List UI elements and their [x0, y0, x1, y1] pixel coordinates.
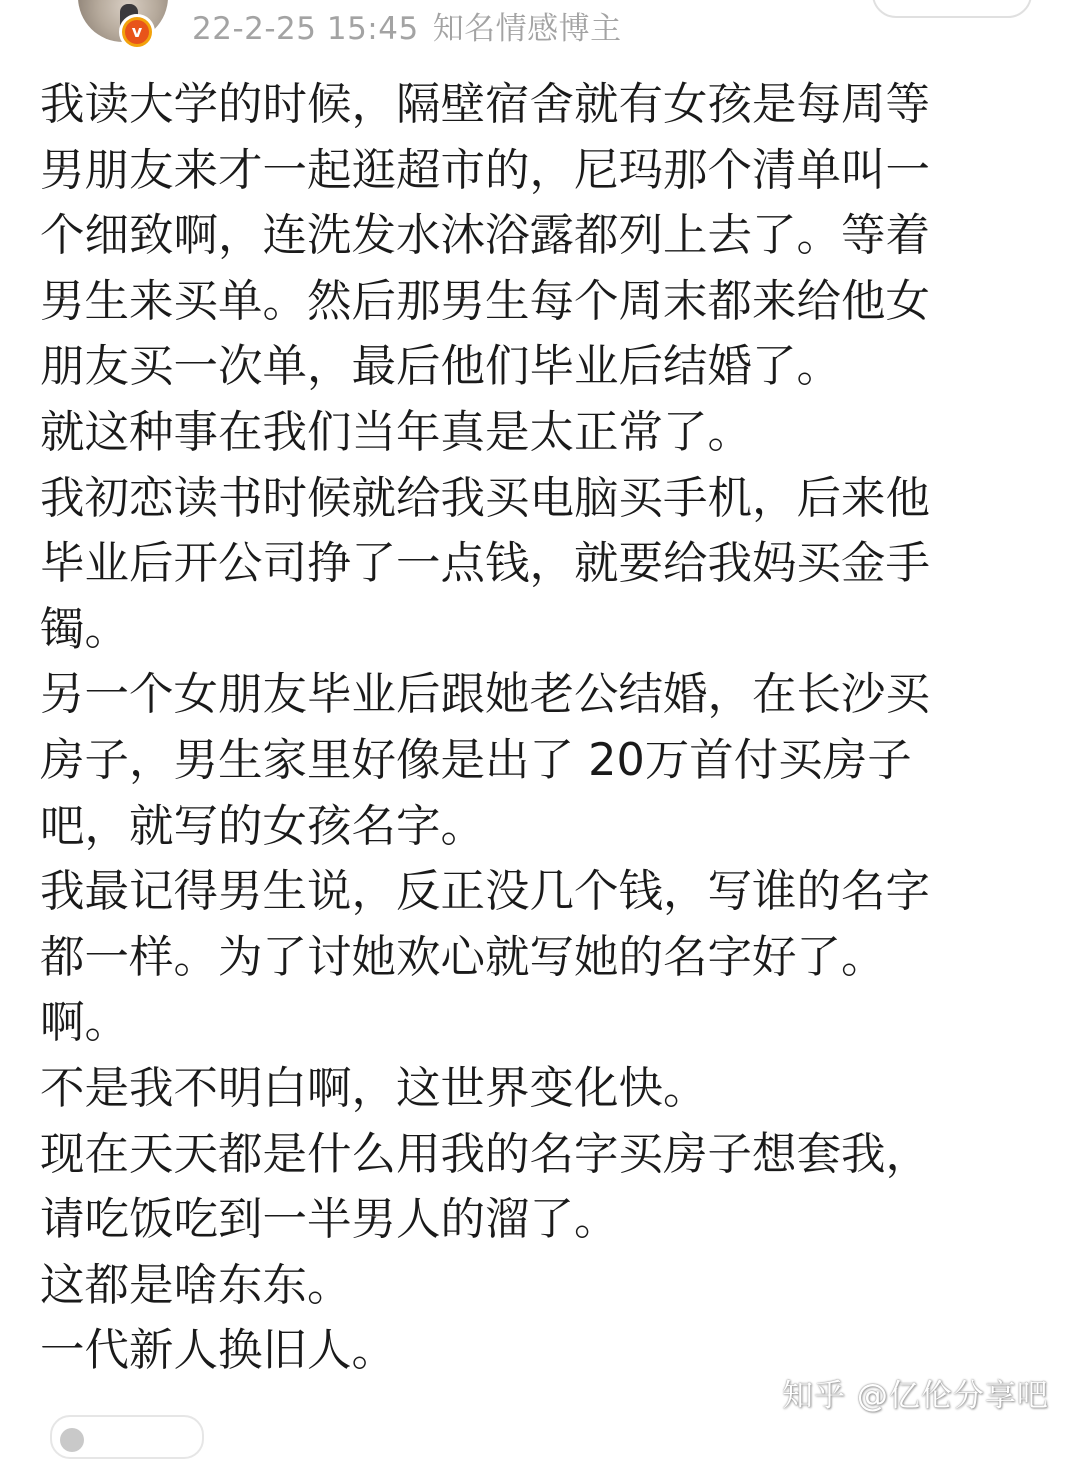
- post-line: 镯。: [40, 603, 130, 655]
- post-line: 不是我不明白啊，这世界变化快。: [40, 1062, 708, 1114]
- post-line: 男朋友来才一起逛超市的，尼玛那个清单叫一: [40, 144, 931, 196]
- footer-avatar-icon: [60, 1428, 84, 1452]
- post-content: [40, 72, 1000, 1384]
- post-line: 就这种事在我们当年真是太正常了。: [40, 406, 753, 458]
- post-source: 知名情感博主: [432, 11, 622, 47]
- follow-button[interactable]: [872, 0, 1032, 18]
- post-line: 朋友买一次单，最后他们毕业后结婚了。: [40, 341, 842, 393]
- post-line: 毕业后开公司挣了一点钱，就要给我妈买金手: [40, 538, 931, 590]
- watermark: 知乎 @亿伦分享吧: [782, 1378, 1049, 1414]
- post-line: 请吃饭吃到一半男人的溜了。: [40, 1194, 619, 1246]
- verified-badge-letter: v: [125, 20, 149, 44]
- post-line: 房子，男生家里好像是出了 20万首付买房子: [40, 734, 912, 786]
- verified-badge-icon: [119, 14, 155, 50]
- post-line: 都一样。为了讨她欢心就写她的名字好了。: [40, 931, 886, 983]
- post-line: 另一个女朋友毕业后跟她老公结婚，在长沙买: [40, 669, 931, 721]
- post-line: 个细致啊，连洗发水沐浴露都列上去了。等着: [40, 210, 931, 262]
- post-timestamp: 22-2-25 15:45: [192, 11, 419, 47]
- post-line: 一代新人换旧人。: [40, 1325, 397, 1377]
- post-header: [0, 0, 1070, 60]
- post-line: 啊。: [40, 997, 130, 1049]
- post-line: 我最记得男生说，反正没几个钱，写谁的名字: [40, 866, 931, 918]
- post-line: 现在天天都是什么用我的名字买房子想套我，: [40, 1128, 931, 1180]
- post-line: 我初恋读书时候就给我买电脑买手机，后来他: [40, 472, 931, 524]
- post-line: 男生来买单。然后那男生每个周末都来给他女: [40, 275, 931, 327]
- post-line: 吧，就写的女孩名字。: [40, 800, 486, 852]
- post-meta: [192, 3, 622, 48]
- post-line: 这都是啥东东。: [40, 1259, 352, 1311]
- post-line: 我读大学的时候，隔壁宿舍就有女孩是每周等: [40, 79, 931, 130]
